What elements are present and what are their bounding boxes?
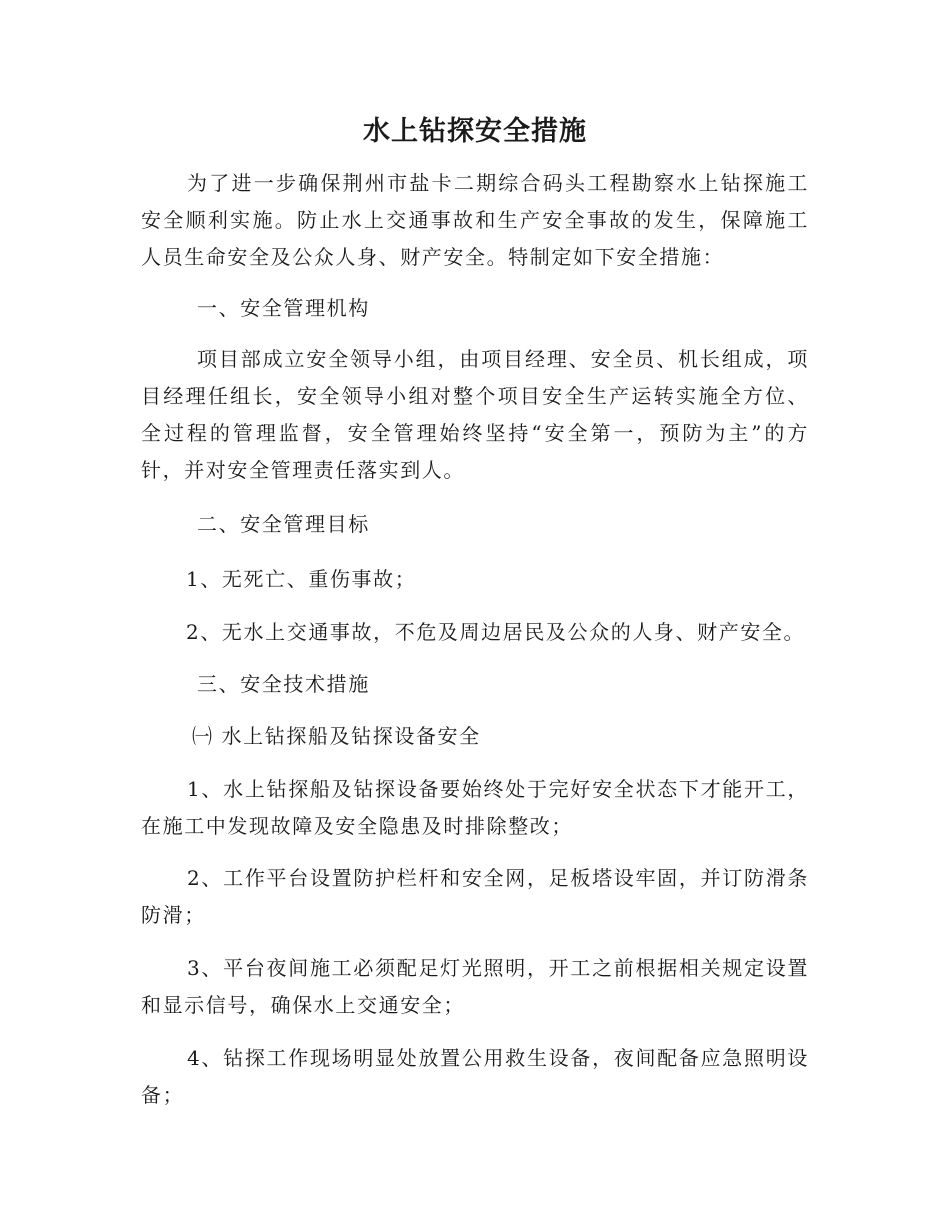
measure-item-2: 2、工作平台设置防护栏杆和安全网，足板塔设牢固，并订防滑条防滑； xyxy=(141,866,809,927)
goal-item-2: 2、无水上交通事故，不危及周边居民及公众的人身、财产安全。 xyxy=(186,620,806,644)
measure-item-4: 4、钻探工作现场明显处放置公用救生设备，夜间配备应急照明设备； xyxy=(141,1046,809,1107)
intro-paragraph: 为了进一步确保荆州市盐卡二期综合码头工程勘察水上钻探施工安全顺利实施。防止水上交通事故和生产安全事故的发生，保障施工人员生命安全及公众人身、财产安全。特制定如下安全措施： xyxy=(141,171,809,269)
section-heading-management-goals: 二、安全管理目标 xyxy=(197,512,370,536)
document-title: 水上钻探安全措施 xyxy=(363,116,587,147)
section-heading-management-org: 一、安全管理机构 xyxy=(197,296,370,320)
measure-item-3: 3、平台夜间施工必须配足灯光照明，开工之前根据相关规定设置和显示信号，确保水上交通安全； xyxy=(141,956,809,1017)
subsection-heading-drilling-equipment: ㈠ 水上钻探船及钻探设备安全 xyxy=(192,724,481,748)
goal-item-1: 1、无死亡、重伤事故； xyxy=(186,567,417,591)
section-heading-technical-measures: 三、安全技术措施 xyxy=(197,672,370,696)
management-org-paragraph: 项目部成立安全领导小组，由项目经理、安全员、机长组成，项目经理任组长，安全领导小组对整个项目安全生产运转实施全方位、全过程的管理监督，安全管理始终坚持“安全第一，预防为主”的方针，并对安全管理责任落实到人。 xyxy=(141,347,809,482)
measure-item-1: 1、水上钻探船及钻探设备要始终处于完好安全状态下才能开工，在施工中发现故障及安全隐患及时排除整改； xyxy=(141,777,809,838)
